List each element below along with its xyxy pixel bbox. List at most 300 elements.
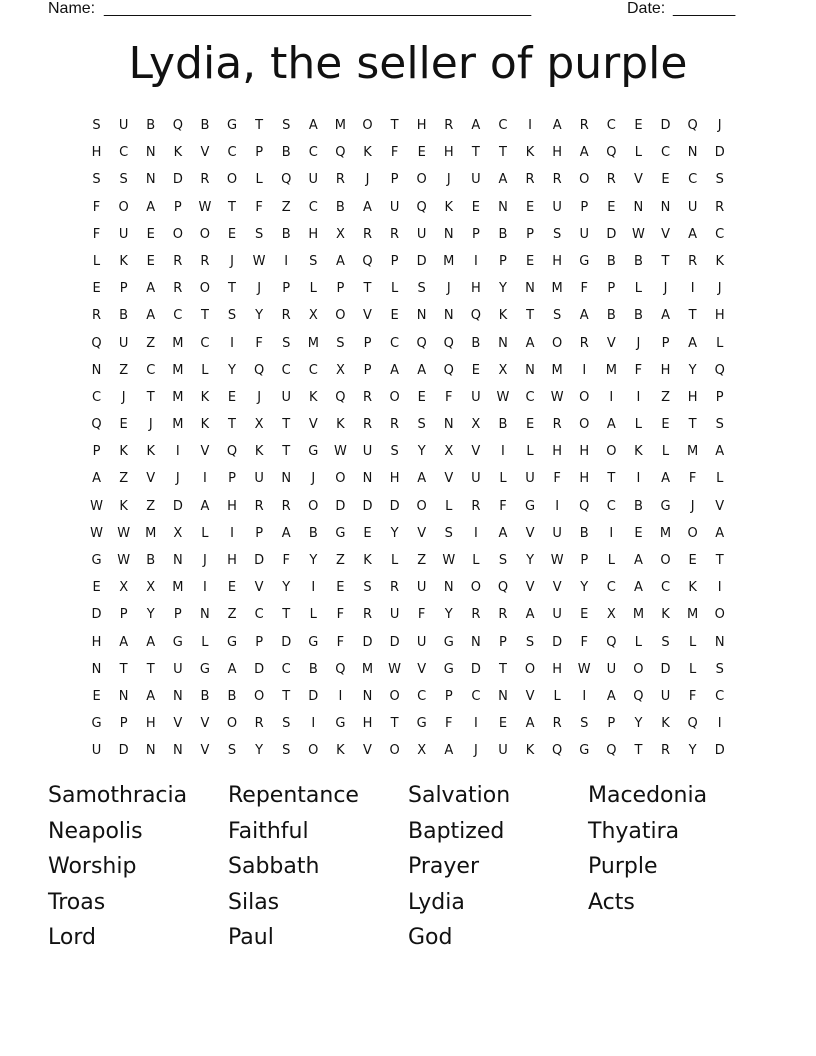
grid-letter[interactable]: N bbox=[525, 362, 535, 378]
grid-letter[interactable]: W bbox=[333, 444, 347, 460]
grid-letter[interactable]: J bbox=[311, 471, 316, 487]
grid-letter[interactable]: F bbox=[499, 498, 507, 514]
grid-letter[interactable]: N bbox=[118, 688, 129, 704]
grid-letter[interactable]: E bbox=[471, 362, 480, 378]
grid-letter[interactable]: D bbox=[660, 661, 671, 677]
grid-letter[interactable]: N bbox=[498, 688, 508, 704]
grid-letter[interactable]: X bbox=[606, 607, 616, 623]
grid-letter[interactable]: Z bbox=[335, 553, 345, 568]
grid-letter[interactable]: M bbox=[443, 253, 455, 269]
grid-letter[interactable]: C bbox=[715, 226, 725, 242]
grid-letter[interactable]: E bbox=[634, 525, 643, 541]
grid-letter[interactable]: P bbox=[715, 389, 724, 405]
grid-letter[interactable]: Q bbox=[470, 308, 481, 324]
grid-letter[interactable]: C bbox=[146, 362, 156, 378]
grid-letter[interactable]: E bbox=[498, 716, 508, 732]
grid-letter[interactable]: Z bbox=[146, 335, 156, 351]
grid-letter[interactable]: O bbox=[335, 471, 346, 487]
grid-letter[interactable]: D bbox=[91, 607, 102, 623]
grid-letter[interactable]: B bbox=[471, 335, 481, 351]
grid-letter[interactable]: M bbox=[334, 118, 346, 133]
grid-letter[interactable]: H bbox=[443, 145, 454, 161]
grid-letter[interactable]: C bbox=[606, 118, 616, 133]
grid-letter[interactable]: A bbox=[417, 471, 427, 487]
grid-letter[interactable]: C bbox=[606, 580, 616, 596]
grid-letter[interactable]: C bbox=[715, 688, 725, 704]
grid-letter[interactable]: P bbox=[255, 145, 264, 161]
grid-letter[interactable]: D bbox=[606, 226, 617, 242]
grid-letter[interactable]: K bbox=[363, 553, 372, 568]
grid-letter[interactable]: Y bbox=[498, 281, 507, 297]
grid-letter[interactable]: U bbox=[416, 226, 427, 242]
grid-letter[interactable]: G bbox=[172, 634, 183, 650]
grid-letter[interactable]: U bbox=[471, 389, 481, 405]
grid-letter[interactable]: E bbox=[146, 253, 155, 269]
grid-letter[interactable]: P bbox=[173, 607, 182, 623]
grid-letter[interactable]: Q bbox=[416, 335, 427, 351]
grid-letter[interactable]: H bbox=[552, 444, 563, 460]
grid-letter[interactable]: R bbox=[254, 498, 264, 514]
grid-letter[interactable]: A bbox=[146, 281, 156, 297]
grid-letter[interactable]: V bbox=[552, 580, 562, 596]
grid-letter[interactable]: P bbox=[282, 281, 291, 297]
grid-letter[interactable]: J bbox=[203, 553, 207, 568]
grid-letter[interactable]: V bbox=[146, 471, 156, 487]
grid-letter[interactable]: P bbox=[228, 471, 236, 487]
grid-letter[interactable]: R bbox=[173, 281, 183, 297]
grid-letter[interactable]: O bbox=[389, 688, 400, 704]
grid-letter[interactable]: K bbox=[661, 607, 670, 623]
grid-letter[interactable]: A bbox=[146, 634, 156, 650]
grid-letter[interactable]: V bbox=[633, 172, 643, 188]
grid-letter[interactable]: K bbox=[119, 498, 128, 514]
grid-letter[interactable]: H bbox=[91, 145, 102, 161]
grid-letter[interactable]: I bbox=[501, 444, 505, 460]
grid-letter[interactable]: N bbox=[91, 661, 102, 677]
grid-letter[interactable]: V bbox=[200, 145, 210, 161]
grid-letter[interactable]: N bbox=[660, 199, 671, 215]
grid-letter[interactable]: J bbox=[121, 389, 126, 405]
grid-letter[interactable]: I bbox=[203, 471, 207, 487]
grid-letter[interactable]: S bbox=[417, 417, 426, 433]
grid-letter[interactable]: X bbox=[146, 580, 156, 596]
grid-letter[interactable]: F bbox=[92, 226, 101, 242]
grid-letter[interactable]: M bbox=[307, 335, 319, 351]
grid-letter[interactable]: R bbox=[173, 253, 183, 269]
grid-letter[interactable]: G bbox=[416, 716, 427, 732]
grid-letter[interactable]: R bbox=[335, 172, 345, 188]
grid-letter[interactable]: U bbox=[118, 226, 129, 242]
grid-letter[interactable]: F bbox=[390, 145, 399, 161]
grid-letter[interactable]: T bbox=[526, 308, 535, 324]
grid-letter[interactable]: J bbox=[690, 498, 695, 514]
grid-letter[interactable]: P bbox=[119, 281, 128, 297]
grid-letter[interactable]: H bbox=[362, 716, 373, 732]
grid-letter[interactable]: L bbox=[634, 281, 643, 297]
grid-letter[interactable]: R bbox=[362, 417, 372, 433]
grid-letter[interactable]: I bbox=[690, 281, 695, 297]
date-field-line[interactable]: _______ bbox=[673, 0, 736, 17]
grid-letter[interactable]: T bbox=[119, 661, 128, 677]
grid-letter[interactable]: Y bbox=[634, 716, 643, 732]
grid-letter[interactable]: K bbox=[444, 199, 454, 215]
grid-letter[interactable]: G bbox=[308, 634, 319, 650]
grid-letter[interactable]: D bbox=[389, 498, 400, 514]
grid-letter[interactable]: X bbox=[335, 362, 345, 378]
grid-letter[interactable]: C bbox=[254, 607, 264, 623]
grid-letter[interactable]: J bbox=[663, 281, 668, 297]
grid-letter[interactable]: E bbox=[661, 417, 670, 433]
grid-letter[interactable]: O bbox=[552, 335, 563, 351]
grid-letter[interactable]: A bbox=[688, 226, 698, 242]
grid-letter[interactable]: A bbox=[335, 253, 345, 269]
grid-letter[interactable]: Q bbox=[443, 335, 454, 351]
grid-letter[interactable]: L bbox=[201, 525, 209, 541]
grid-letter[interactable]: B bbox=[335, 199, 345, 215]
grid-letter[interactable]: O bbox=[172, 226, 183, 242]
grid-letter[interactable]: M bbox=[172, 335, 184, 351]
grid-letter[interactable]: B bbox=[200, 688, 210, 704]
grid-letter[interactable]: R bbox=[281, 498, 291, 514]
grid-letter[interactable]: R bbox=[552, 716, 562, 732]
grid-letter[interactable]: W bbox=[550, 389, 564, 405]
grid-letter[interactable]: L bbox=[390, 553, 399, 568]
grid-letter[interactable]: C bbox=[227, 145, 237, 161]
grid-letter[interactable]: Q bbox=[253, 362, 265, 378]
grid-letter[interactable]: B bbox=[498, 226, 508, 242]
grid-letter[interactable]: O bbox=[226, 172, 238, 188]
grid-letter[interactable]: P bbox=[119, 716, 128, 732]
grid-letter[interactable]: R bbox=[254, 716, 264, 732]
grid-letter[interactable]: I bbox=[717, 716, 722, 732]
grid-letter[interactable]: F bbox=[688, 471, 697, 487]
grid-letter[interactable]: L bbox=[716, 471, 724, 487]
grid-letter[interactable]: P bbox=[390, 172, 399, 188]
grid-letter[interactable]: T bbox=[146, 389, 155, 405]
grid-letter[interactable]: U bbox=[660, 688, 671, 704]
grid-letter[interactable]: V bbox=[471, 444, 481, 460]
grid-letter[interactable]: D bbox=[389, 634, 400, 650]
grid-letter[interactable]: V bbox=[200, 444, 210, 460]
grid-letter[interactable]: R bbox=[281, 308, 291, 324]
grid-letter[interactable]: N bbox=[443, 226, 454, 242]
grid-letter[interactable]: N bbox=[145, 145, 156, 161]
grid-letter[interactable]: A bbox=[119, 634, 129, 650]
grid-letter[interactable]: V bbox=[715, 498, 725, 514]
grid-letter[interactable]: E bbox=[525, 417, 535, 433]
grid-letter[interactable]: D bbox=[552, 634, 563, 650]
grid-letter[interactable]: S bbox=[282, 118, 291, 133]
grid-letter[interactable]: H bbox=[579, 471, 590, 487]
grid-letter[interactable]: Z bbox=[119, 362, 129, 378]
grid-letter[interactable]: S bbox=[309, 253, 318, 269]
grid-letter[interactable]: A bbox=[417, 362, 427, 378]
grid-letter[interactable]: I bbox=[338, 688, 343, 704]
grid-letter[interactable]: H bbox=[552, 661, 563, 677]
grid-letter[interactable]: M bbox=[551, 281, 563, 297]
grid-letter[interactable]: L bbox=[553, 688, 561, 704]
grid-letter[interactable]: L bbox=[201, 362, 209, 378]
grid-letter[interactable]: X bbox=[335, 226, 345, 242]
grid-letter[interactable]: D bbox=[281, 634, 292, 650]
grid-letter[interactable]: P bbox=[526, 226, 534, 242]
grid-letter[interactable]: D bbox=[660, 118, 671, 133]
grid-letter[interactable]: L bbox=[255, 172, 263, 188]
grid-letter[interactable]: S bbox=[227, 308, 237, 324]
grid-letter[interactable]: I bbox=[636, 389, 641, 405]
grid-letter[interactable]: G bbox=[579, 743, 590, 759]
grid-letter[interactable]: Q bbox=[714, 362, 725, 378]
grid-letter[interactable]: N bbox=[525, 281, 535, 297]
grid-letter[interactable]: J bbox=[257, 389, 262, 405]
grid-letter[interactable]: Q bbox=[497, 580, 509, 596]
grid-letter[interactable]: F bbox=[580, 281, 588, 297]
grid-letter[interactable]: O bbox=[308, 743, 319, 759]
grid-letter[interactable]: C bbox=[417, 688, 427, 704]
grid-letter[interactable]: A bbox=[281, 525, 291, 541]
grid-letter[interactable]: O bbox=[416, 498, 427, 514]
grid-letter[interactable]: A bbox=[579, 145, 589, 161]
grid-letter[interactable]: S bbox=[553, 226, 562, 242]
grid-letter[interactable]: U bbox=[471, 172, 481, 188]
grid-letter[interactable]: C bbox=[308, 145, 318, 161]
grid-letter[interactable]: P bbox=[661, 335, 670, 351]
grid-letter[interactable]: H bbox=[227, 553, 237, 568]
grid-letter[interactable]: P bbox=[390, 253, 399, 269]
grid-letter[interactable]: Y bbox=[526, 553, 535, 568]
grid-letter[interactable]: F bbox=[445, 389, 453, 405]
grid-letter[interactable]: L bbox=[309, 281, 317, 297]
grid-letter[interactable]: U bbox=[552, 607, 562, 623]
grid-letter[interactable]: K bbox=[119, 253, 128, 269]
grid-letter[interactable]: V bbox=[525, 580, 535, 596]
grid-letter[interactable]: G bbox=[308, 444, 319, 460]
grid-letter[interactable]: O bbox=[660, 553, 671, 568]
grid-letter[interactable]: T bbox=[607, 471, 616, 487]
grid-letter[interactable]: H bbox=[308, 226, 319, 242]
grid-letter[interactable]: S bbox=[227, 743, 237, 759]
grid-letter[interactable]: N bbox=[443, 417, 454, 433]
grid-letter[interactable]: S bbox=[580, 716, 589, 732]
grid-letter[interactable]: I bbox=[717, 580, 722, 596]
grid-letter[interactable]: R bbox=[471, 498, 481, 514]
grid-letter[interactable]: C bbox=[308, 199, 318, 215]
grid-letter[interactable]: Q bbox=[416, 199, 427, 215]
grid-letter[interactable]: Y bbox=[580, 580, 589, 596]
grid-letter[interactable]: E bbox=[363, 525, 372, 541]
grid-letter[interactable]: Y bbox=[255, 308, 264, 324]
grid-letter[interactable]: R bbox=[362, 226, 372, 242]
grid-letter[interactable]: X bbox=[173, 525, 183, 541]
grid-letter[interactable]: U bbox=[416, 634, 427, 650]
grid-letter[interactable]: N bbox=[714, 634, 725, 650]
grid-letter[interactable]: Q bbox=[335, 389, 346, 405]
grid-letter[interactable]: Y bbox=[444, 607, 453, 623]
grid-letter[interactable]: F bbox=[255, 199, 263, 215]
grid-letter[interactable]: I bbox=[311, 580, 316, 596]
grid-letter[interactable]: A bbox=[471, 118, 481, 133]
grid-letter[interactable]: A bbox=[363, 199, 372, 215]
grid-letter[interactable]: R bbox=[92, 308, 102, 324]
grid-letter[interactable]: A bbox=[146, 688, 156, 704]
grid-letter[interactable]: E bbox=[580, 607, 589, 623]
grid-letter[interactable]: F bbox=[336, 607, 345, 623]
grid-letter[interactable]: G bbox=[335, 525, 346, 541]
grid-letter[interactable]: S bbox=[715, 661, 724, 677]
grid-letter[interactable]: R bbox=[444, 118, 454, 133]
grid-letter[interactable]: X bbox=[119, 580, 129, 596]
grid-letter[interactable]: T bbox=[282, 417, 291, 433]
grid-letter[interactable]: B bbox=[633, 308, 643, 324]
grid-letter[interactable]: O bbox=[335, 308, 346, 324]
grid-letter[interactable]: M bbox=[687, 444, 699, 460]
grid-letter[interactable]: U bbox=[606, 661, 617, 677]
grid-letter[interactable]: Z bbox=[227, 607, 237, 623]
grid-letter[interactable]: C bbox=[660, 145, 671, 161]
grid-letter[interactable]: O bbox=[362, 118, 373, 133]
grid-letter[interactable]: A bbox=[92, 471, 101, 487]
grid-letter[interactable]: D bbox=[118, 743, 129, 759]
grid-letter[interactable]: K bbox=[336, 417, 345, 433]
grid-letter[interactable]: Q bbox=[226, 444, 238, 460]
grid-letter[interactable]: V bbox=[606, 335, 616, 351]
grid-letter[interactable]: J bbox=[175, 471, 180, 487]
grid-letter[interactable]: R bbox=[606, 172, 616, 188]
grid-letter[interactable]: G bbox=[91, 716, 102, 732]
grid-letter[interactable]: F bbox=[445, 716, 453, 732]
grid-letter[interactable]: P bbox=[471, 226, 480, 242]
grid-letter[interactable]: F bbox=[282, 553, 290, 568]
grid-letter[interactable]: O bbox=[633, 661, 644, 677]
grid-letter[interactable]: I bbox=[582, 688, 587, 704]
grid-letter[interactable]: E bbox=[525, 199, 535, 215]
grid-letter[interactable]: P bbox=[580, 199, 589, 215]
grid-letter[interactable]: V bbox=[417, 525, 427, 541]
grid-letter[interactable]: U bbox=[579, 226, 589, 242]
grid-letter[interactable]: T bbox=[688, 417, 697, 433]
grid-letter[interactable]: V bbox=[308, 417, 318, 433]
grid-letter[interactable]: Q bbox=[552, 743, 563, 759]
grid-letter[interactable]: H bbox=[470, 281, 481, 297]
grid-letter[interactable]: Y bbox=[282, 580, 291, 596]
grid-letter[interactable]: Q bbox=[91, 335, 102, 351]
grid-letter[interactable]: O bbox=[687, 525, 698, 541]
grid-letter[interactable]: R bbox=[390, 580, 400, 596]
grid-letter[interactable]: D bbox=[362, 498, 373, 514]
grid-letter[interactable]: F bbox=[92, 199, 101, 215]
grid-letter[interactable]: N bbox=[145, 172, 156, 188]
grid-letter[interactable]: E bbox=[336, 580, 345, 596]
grid-letter[interactable]: I bbox=[230, 335, 234, 351]
grid-letter[interactable]: S bbox=[444, 525, 453, 541]
grid-letter[interactable]: G bbox=[443, 634, 454, 650]
grid-letter[interactable]: O bbox=[470, 580, 481, 596]
grid-letter[interactable]: S bbox=[282, 716, 291, 732]
grid-letter[interactable]: I bbox=[582, 362, 587, 378]
grid-letter[interactable]: S bbox=[390, 444, 399, 460]
grid-letter[interactable]: S bbox=[715, 417, 724, 433]
grid-letter[interactable]: L bbox=[201, 634, 209, 650]
grid-letter[interactable]: Y bbox=[146, 607, 155, 623]
grid-letter[interactable]: J bbox=[257, 281, 262, 297]
grid-letter[interactable]: V bbox=[525, 688, 535, 704]
grid-letter[interactable]: U bbox=[308, 172, 319, 188]
grid-letter[interactable]: H bbox=[145, 716, 156, 732]
grid-letter[interactable]: T bbox=[228, 199, 236, 215]
grid-letter[interactable]: M bbox=[687, 607, 699, 623]
grid-letter[interactable]: A bbox=[146, 199, 156, 215]
grid-letter[interactable]: A bbox=[498, 172, 508, 188]
grid-letter[interactable]: M bbox=[551, 362, 563, 378]
grid-letter[interactable]: L bbox=[634, 634, 643, 650]
grid-letter[interactable]: K bbox=[634, 444, 643, 460]
grid-letter[interactable]: P bbox=[92, 444, 101, 460]
grid-letter[interactable]: Z bbox=[119, 471, 129, 487]
grid-letter[interactable]: F bbox=[336, 634, 345, 650]
grid-letter[interactable]: U bbox=[91, 743, 102, 759]
grid-letter[interactable]: F bbox=[255, 335, 263, 351]
grid-letter[interactable]: A bbox=[525, 716, 535, 732]
grid-letter[interactable]: C bbox=[200, 335, 210, 351]
grid-letter[interactable]: O bbox=[579, 172, 590, 188]
grid-letter[interactable]: R bbox=[471, 607, 481, 623]
grid-letter[interactable]: E bbox=[227, 580, 237, 596]
grid-letter[interactable]: I bbox=[636, 471, 641, 487]
grid-letter[interactable]: N bbox=[443, 580, 454, 596]
grid-letter[interactable]: H bbox=[416, 118, 427, 133]
grid-letter[interactable]: I bbox=[609, 389, 614, 405]
grid-letter[interactable]: T bbox=[228, 281, 236, 297]
grid-letter[interactable]: S bbox=[92, 172, 101, 188]
grid-letter[interactable]: F bbox=[417, 607, 426, 623]
grid-letter[interactable]: X bbox=[471, 417, 481, 433]
grid-letter[interactable]: L bbox=[634, 145, 643, 161]
grid-letter[interactable]: B bbox=[281, 145, 291, 161]
grid-letter[interactable]: K bbox=[336, 743, 345, 759]
grid-letter[interactable]: F bbox=[580, 634, 588, 650]
grid-letter[interactable]: S bbox=[553, 308, 562, 324]
grid-letter[interactable]: E bbox=[227, 226, 237, 242]
grid-letter[interactable]: I bbox=[203, 580, 207, 596]
grid-letter[interactable]: L bbox=[661, 444, 670, 460]
grid-letter[interactable]: C bbox=[308, 362, 318, 378]
grid-letter[interactable]: S bbox=[92, 118, 101, 133]
grid-letter[interactable]: M bbox=[172, 417, 184, 433]
grid-letter[interactable]: Q bbox=[281, 172, 292, 188]
grid-letter[interactable]: M bbox=[145, 525, 157, 541]
grid-letter[interactable]: N bbox=[362, 688, 373, 704]
grid-letter[interactable]: E bbox=[390, 308, 399, 324]
grid-letter[interactable]: Y bbox=[688, 743, 697, 759]
grid-letter[interactable]: B bbox=[606, 308, 616, 324]
grid-letter[interactable]: O bbox=[308, 498, 319, 514]
grid-letter[interactable]: D bbox=[172, 498, 183, 514]
grid-letter[interactable]: A bbox=[146, 308, 156, 324]
grid-letter[interactable]: Q bbox=[91, 417, 102, 433]
grid-letter[interactable]: Q bbox=[335, 661, 346, 677]
grid-letter[interactable]: R bbox=[498, 607, 508, 623]
grid-letter[interactable]: C bbox=[606, 498, 616, 514]
grid-letter[interactable]: B bbox=[308, 525, 318, 541]
grid-letter[interactable]: W bbox=[496, 389, 510, 405]
grid-letter[interactable]: Y bbox=[309, 553, 318, 568]
grid-letter[interactable]: L bbox=[92, 253, 101, 269]
grid-letter[interactable]: N bbox=[470, 634, 481, 650]
grid-letter[interactable]: N bbox=[200, 607, 210, 623]
grid-letter[interactable]: L bbox=[526, 444, 534, 460]
grid-letter[interactable]: O bbox=[714, 607, 725, 623]
grid-letter[interactable]: V bbox=[200, 716, 210, 732]
